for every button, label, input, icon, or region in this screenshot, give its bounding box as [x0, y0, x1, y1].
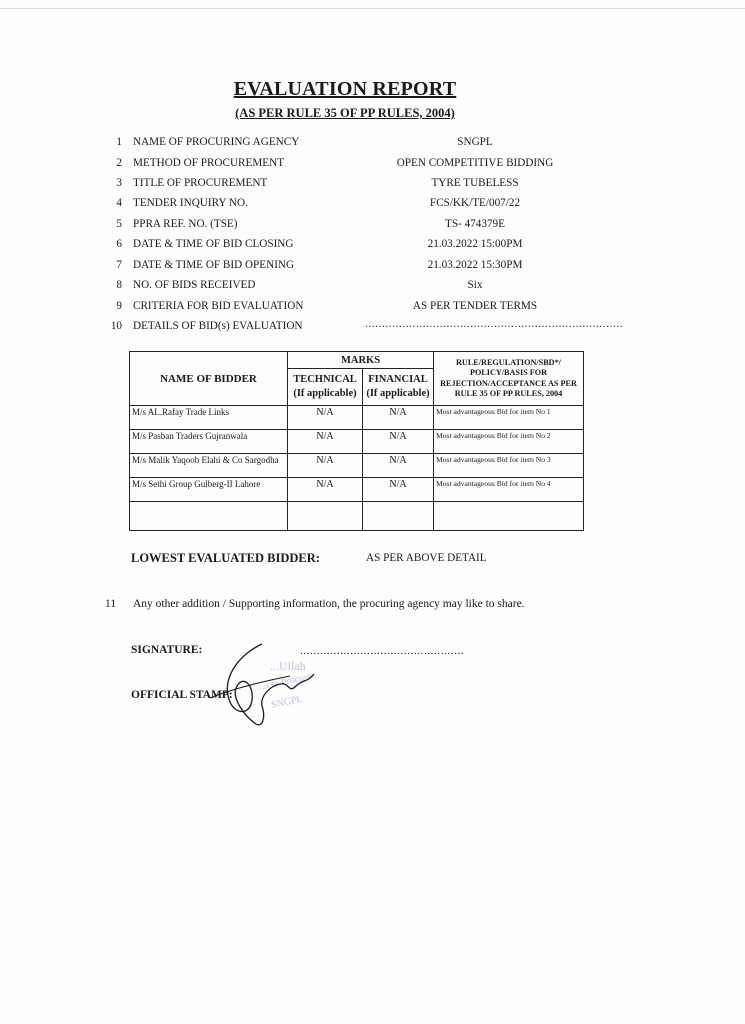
- item-label: PPRA REF. NO. (TSE): [133, 218, 238, 230]
- lowest-bidder-value: AS PER ABOVE DETAIL: [366, 552, 487, 564]
- item-label: NO. OF BIDS RECEIVED: [133, 279, 256, 291]
- item-number: 6: [116, 238, 122, 250]
- item-label: CRITERIA FOR BID EVALUATION: [133, 300, 304, 312]
- header-technical-sub: (If applicable): [293, 388, 357, 399]
- lowest-bidder-label: LOWEST EVALUATED BIDDER:: [131, 551, 320, 565]
- item-label: DATE & TIME OF BID CLOSING: [133, 238, 294, 250]
- item-value: FCS/KK/TE/007/22: [429, 197, 521, 209]
- financial-mark: N/A: [363, 454, 434, 478]
- table-row: [130, 454, 584, 478]
- technical-mark: N/A: [288, 478, 363, 502]
- dotted-line: ............................................................................: [365, 318, 624, 330]
- item-label: METHOD OF PROCUREMENT: [133, 157, 285, 169]
- item-value: TYRE TUBELESS: [431, 177, 519, 189]
- header-financial-sub: (If applicable): [366, 388, 430, 399]
- supporting-info-text: Any other addition / Supporting information, the procuring agency may like to share.: [133, 598, 525, 610]
- item-label: NAME OF PROCURING AGENCY: [133, 136, 300, 148]
- info-row-bids-received: [0, 279, 745, 295]
- financial-mark: N/A: [363, 430, 434, 454]
- page-top-edge: [0, 8, 745, 9]
- bidder-name: M/s Malik Yaqoob Elahi & Co Sargodha: [130, 454, 288, 478]
- stamp-title: ...cer Procure...: [258, 669, 321, 693]
- signature-label: SIGNATURE:: [131, 644, 203, 656]
- item-value: Six: [467, 279, 483, 291]
- table-row: [130, 430, 584, 454]
- item-number: 4: [116, 197, 122, 209]
- header-technical-label: TECHNICAL: [293, 374, 357, 385]
- table-row: [130, 478, 584, 502]
- info-row-evaluation-criteria: [0, 300, 745, 316]
- item-number: 10: [110, 320, 122, 332]
- item-value: SNGPL: [457, 136, 493, 148]
- item-label: TENDER INQUIRY NO.: [133, 197, 248, 209]
- item-value: TS- 474379E: [445, 218, 505, 230]
- item-label: DATE & TIME OF BID OPENING: [133, 259, 295, 271]
- item-value: AS PER TENDER TERMS: [412, 300, 538, 312]
- empty-cell: [288, 502, 363, 531]
- item-number: 7: [116, 259, 122, 271]
- info-row-bid-closing: [0, 238, 745, 254]
- item-number: 11: [105, 598, 117, 610]
- info-row-procuring-agency: [0, 136, 745, 152]
- empty-cell: [434, 502, 584, 531]
- report-subtitle: (AS PER RULE 35 OF PP RULES, 2004): [235, 106, 455, 120]
- info-row-ppra-ref: [0, 218, 745, 234]
- header-bidder-name: NAME OF BIDDER: [130, 352, 288, 406]
- item-number: 1: [116, 136, 122, 148]
- header-financial-label: FINANCIAL: [368, 374, 428, 385]
- item-label: TITLE OF PROCUREMENT: [133, 177, 268, 189]
- technical-mark: N/A: [288, 454, 363, 478]
- item-number: 3: [116, 177, 122, 189]
- signature-dotted-line: .................................................: [300, 645, 465, 657]
- info-row-evaluation-details: [0, 320, 745, 336]
- stamp-org: SNGPL: [270, 693, 304, 711]
- table-row: [130, 406, 584, 430]
- table-row-empty: [130, 502, 584, 531]
- info-row-tender-inquiry: [0, 197, 745, 213]
- info-row-bid-opening: [0, 259, 745, 275]
- official-stamp-signature: [190, 640, 380, 740]
- empty-cell: [363, 502, 434, 531]
- item-number: 5: [116, 218, 122, 230]
- item-value: 21.03.2022 15:00PM: [427, 238, 523, 250]
- header-financial: [363, 369, 434, 406]
- report-title: EVALUATION REPORT: [233, 78, 457, 100]
- financial-mark: N/A: [363, 406, 434, 430]
- official-stamp-label: OFFICIAL STAMP:: [131, 689, 233, 701]
- info-row-procurement-method: [0, 157, 745, 173]
- item-value: 21.03.2022 15:30PM: [427, 259, 523, 271]
- financial-mark: N/A: [363, 478, 434, 502]
- stamp-name: ...Ullah: [270, 659, 306, 673]
- evaluation-basis: Most advantageous Bid for item No 1: [434, 406, 584, 430]
- bidder-name: M/s Sethi Group Gulberg-II Lahore: [130, 478, 288, 502]
- item-number: 9: [116, 300, 122, 312]
- stamp-text: [258, 659, 320, 711]
- technical-mark: N/A: [288, 430, 363, 454]
- info-row-procurement-title: [0, 177, 745, 193]
- evaluation-basis: Most advantageous Bid for item No 2: [434, 430, 584, 454]
- item-number: 8: [116, 279, 122, 291]
- evaluation-basis: Most advantageous Bid for item No 4: [434, 478, 584, 502]
- item-number: 2: [116, 157, 122, 169]
- header-rule-basis: RULE/REGULATION/SBD*/ POLICY/BASIS FOR REJECTION/ACCEPTANCE AS PER RULE 35 OF PP RULES, 2004: [434, 352, 584, 406]
- bidder-name: M/s AL.Rafay Trade Links: [130, 406, 288, 430]
- header-technical: [288, 369, 363, 406]
- technical-mark: N/A: [288, 406, 363, 430]
- header-marks: MARKS: [288, 352, 434, 369]
- evaluation-basis: Most advantageous Bid for item No 3: [434, 454, 584, 478]
- item-value: OPEN COMPETITIVE BIDDING: [396, 157, 554, 169]
- bidder-name: M/s Pasban Traders Gujranwala: [130, 430, 288, 454]
- item-label: DETAILS OF BID(s) EVALUATION: [133, 320, 303, 332]
- empty-cell: [130, 502, 288, 531]
- bid-evaluation-table: [129, 351, 584, 531]
